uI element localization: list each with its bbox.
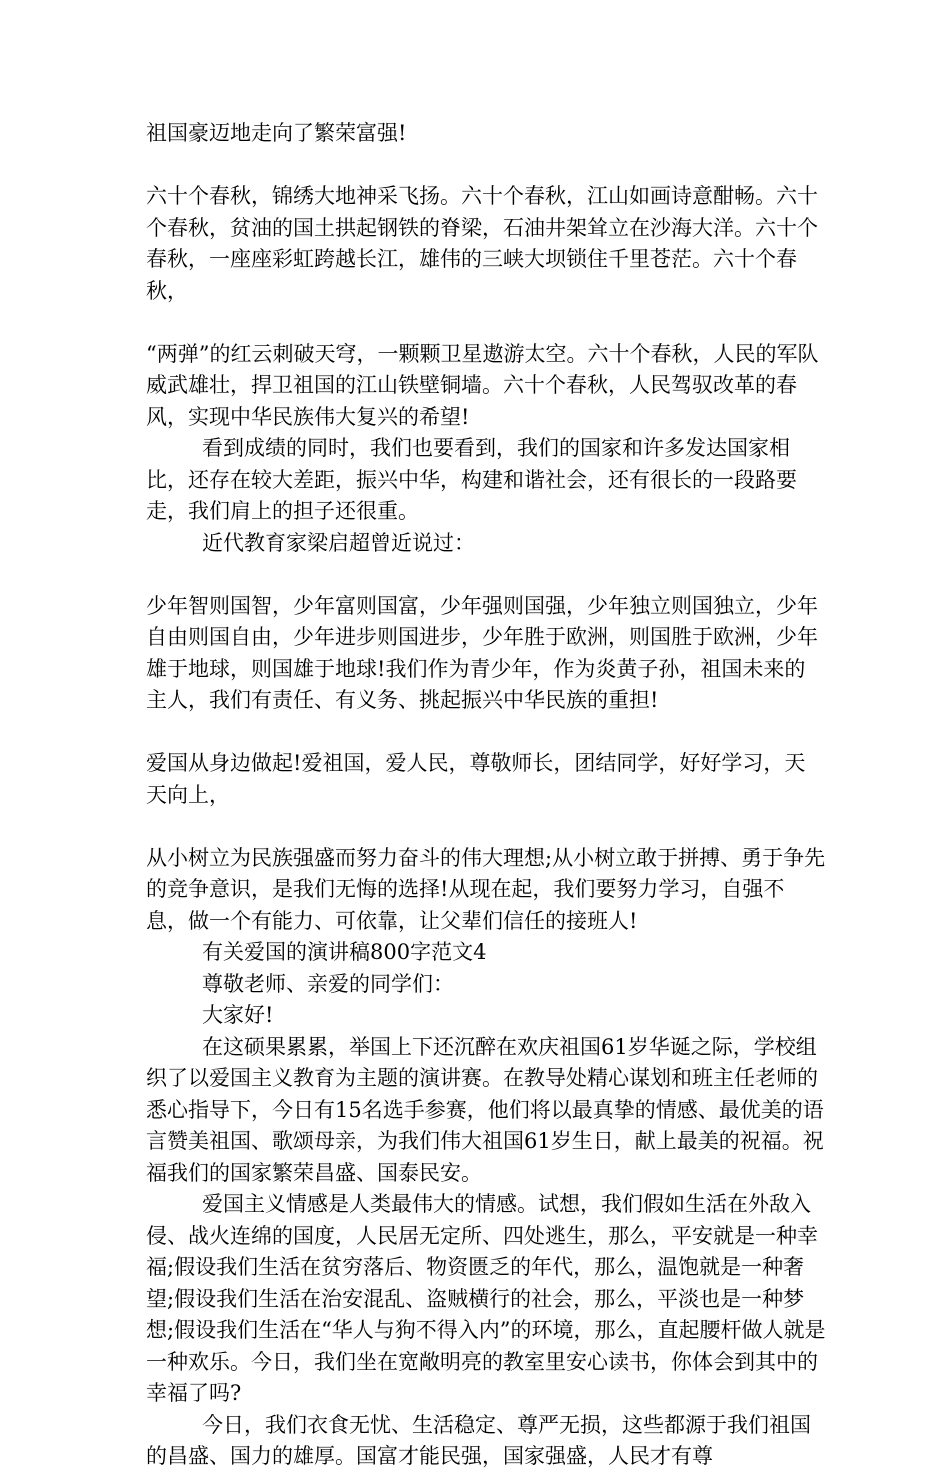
paragraph-gap <box>146 717 826 749</box>
paragraph-gap <box>146 811 826 843</box>
paragraph: 祖国豪迈地走向了繁荣富强! <box>146 121 407 145</box>
paragraph: 在这硕果累累，举国上下还沉醉在欢庆祖国61岁华诞之际，学校组织了以爱国主义教育为主题的演讲赛。在教导处精心谋划和班主任老师的悉心指导下，今日有15名选手参赛，他们将以最真挚的情感、最优美的语言赞美祖国、歌颂母亲，为我们伟大祖国61岁生日，献上最美的祝福。祝福我们的国家繁荣昌盛、国泰民安。 <box>146 1034 824 1185</box>
paragraph: “两弹”的红云刺破天穹，一颗颗卫星遨游太空。六十个春秋，人民的军队威武雄壮，捍卫祖国的江山铁壁铜墙。六十个春秋，人民驾驭改革的春风，实现中华民族伟大复兴的希望! <box>146 341 819 429</box>
paragraph-gap <box>146 150 826 182</box>
document-body <box>146 118 826 1473</box>
salutation: 尊敬老师、亲爱的同学们： <box>202 971 454 996</box>
paragraph: 少年智则国智，少年富则国富，少年强则国强，少年独立则国独立，少年自由则国自由，少年进步则国进步，少年胜于欧洲，则国胜于欧洲，少年雄于地球，则国雄于地球!我们作为青少年，作为炎黄子孙，祖国未来的主人，我们有责任、有义务、挑起振兴中华民族的重担! <box>146 593 818 712</box>
paragraph-gap <box>146 559 826 591</box>
section-heading: 有关爱国的演讲稿800字范文4 <box>202 940 487 964</box>
paragraph: 爱国从身边做起!爱祖国，爱人民，尊敬师长，团结同学，好好学习，天天向上， <box>146 751 806 807</box>
paragraph: 近代教育家梁启超曾近说过： <box>202 530 475 555</box>
paragraph-gap <box>146 307 826 339</box>
paragraph: 今日，我们衣食无忧、生活稳定、尊严无损，这些都源于我们祖国的昌盛、国力的雄厚。国富才能民强，国家强盛，人民才有尊 <box>146 1412 811 1468</box>
paragraph: 爱国主义情感是人类最伟大的情感。试想，我们假如生活在外敌入侵、战火连绵的国度，人民居无定所、四处逃生，那么，平安就是一种幸福;假设我们生活在贫穷落后、物资匮乏的年代，那么，温饱就是一种奢望;假设我们生活在治安混乱、盗贼横行的社会，那么，平淡也是一种梦想;假设我们生活在“华人与狗不得入内”的环境，那么，直起腰杆做人就是一种欢乐。今日，我们坐在宽敞明亮的教室里安心读书，你体会到其中的幸福了吗? <box>146 1192 826 1405</box>
paragraph: 从小树立为民族强盛而努力奋斗的伟大理想;从小树立敢于拼搏、勇于争先的竞争意识，是我们无悔的选择!从现在起，我们要努力学习，自强不息，做一个有能力、可依靠，让父辈们信任的接班人! <box>146 845 826 933</box>
paragraph: 看到成绩的同时，我们也要看到，我们的国家和许多发达国家相比，还存在较大差距，振兴中华，构建和谐社会，还有很长的一段路要走，我们肩上的担子还很重。 <box>146 436 797 523</box>
paragraph: 六十个春秋，锦绣大地神采飞扬。六十个春秋，江山如画诗意酣畅。六十个春秋，贫油的国土拱起钢铁的脊梁，石油井架耸立在沙海大洋。六十个春秋，一座座彩虹跨越长江，雄伟的三峡大坝锁住千里苍茫。六十个春秋， <box>146 184 818 303</box>
greeting: 大家好! <box>202 1003 274 1027</box>
